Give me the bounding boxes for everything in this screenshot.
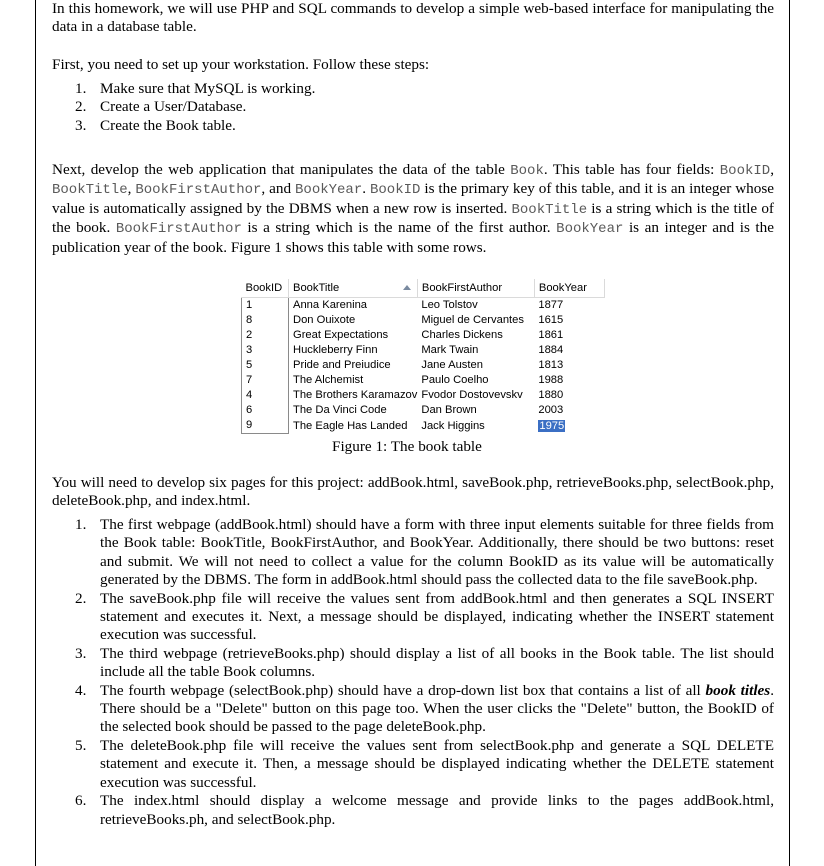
code-term: BookYear [556,221,624,238]
cell-author: Jack Higgins [421,419,485,432]
cell-author: Charles Dickens [421,329,503,342]
cell-booktitle: The Alchemist [293,374,364,387]
list-number: 4. [75,681,87,699]
list-item [52,98,315,116]
cell-booktitle: The Brothers Karamazov [293,389,418,402]
selected-cell[interactable]: 1975 [539,419,565,432]
column-header-booktitle[interactable]: BookTitle [289,279,418,298]
cell-booktitle: The Da Vinci Code [293,404,387,417]
code-term: BookID [369,182,421,199]
list-item [52,682,774,737]
cell-author: Paulo Coelho [421,374,489,387]
cell-author: Jane Austen [421,359,483,372]
table-row[interactable] [242,373,605,388]
cell-author: Miguel de Cervantes [421,314,524,327]
pages-intro-paragraph: You will need to develop six pages for this project: addBook.html, saveBook.php, retrieveBooks.php, selectBook.php, deleteBook.php, and index.html. [52,474,774,510]
cell-year: 1615 [538,314,564,327]
list-text: The index.html should display a welcome message and provide links to the pages addBook.html, retrieveBooks.ph, and selectBook.php. [100,792,774,828]
cell-booktitle: The Eagle Has Landed [293,419,408,432]
cell-bookid: 5 [242,358,289,373]
table-row[interactable] [242,343,605,358]
sort-ascending-icon [403,285,411,290]
cell-bookid: 1 [242,298,289,314]
code-term: BookYear [295,182,363,199]
list-number: 1. [75,516,87,533]
list-number: 1. [75,80,87,97]
cell-author: Fvodor Dostovevskv [421,389,523,402]
cell-bookid: 3 [242,343,289,358]
list-text: The first webpage (addBook.html) should have a form with three input elements suitable for three fields from the Book table: BookTitle, BookFirstAuthor, and BookYear. Additionally, there should be two buttons: reset and submit. We will not need to collect a value for the column BookID as its value will be automatically generated by the DBMS. The form in addBook.html should pass the collected data to the file saveBook.php. [100,516,774,589]
list-text: Make sure that MySQL is working. [100,80,316,97]
code-term: BookFirstAuthor [135,182,262,199]
cell-bookid: 6 [242,403,289,418]
cell-bookid: 9 [242,418,289,434]
cell-bookid: 7 [242,373,289,388]
list-text: The fourth webpage (selectBook.php) should have a drop-down list box that contains a list of all [100,681,706,699]
cell-year: 1813 [538,359,564,372]
cell-year: 1877 [538,299,564,312]
cell-year: 2003 [538,404,564,417]
table-header-row [242,279,605,298]
cell-bookid: 2 [242,328,289,343]
list-number: 3. [75,116,87,134]
code-term: BookFirstAuthor [115,221,242,238]
code-term: Book [510,163,544,179]
list-number: 2. [75,98,87,116]
cell-booktitle: Anna Karenina [293,299,368,312]
list-item [52,737,774,792]
list-text: . There should be a "Delete" button on this page too. When the user clicks the "Delete" button, the BookID of the selected book should be passed to the page deleteBook.php. [100,681,774,736]
table-row[interactable] [242,328,605,343]
list-item [52,590,774,645]
cell-year: 1988 [538,374,564,387]
cell-year: 1861 [538,329,564,342]
list-item [52,792,774,829]
table-row[interactable] [242,358,605,373]
cell-bookid: 4 [242,388,289,403]
cell-booktitle: Huckleberry Finn [293,344,378,357]
list-text: The deleteBook.php file will receive the values sent from selectBook.php and generate a SQL DELETE statement and execute it. Then, a message should be displayed indicating whether the DELETE statement execution was successful. [100,736,774,791]
table-row[interactable] [242,418,605,434]
list-text: Create a User/Database. [100,98,247,116]
book-table [241,279,605,434]
cell-author: Mark Twain [421,344,479,357]
table-row[interactable] [242,313,605,328]
table-row[interactable] [242,403,605,418]
list-text: The third webpage (retrieveBooks.php) should display a list of all books in the Book table. The list should include all the table Book columns. [100,644,774,681]
table-description-paragraph: Next, develop the web application that manipulates the data of the table Book. This table has four fields: BookID, BookTitle, BookFirstAuthor, and BookYear. BookID is the primary key of this table, and it is an integer whose value is automatically assigned by the DBMS when a new row is inserted. BookTitle is a string which is the title of the book. BookFirstAuthor is a string which is the name of the first author. BookYear is an integer and is the publication year of the book. Figure 1 shows this table with some rows. [52,161,775,256]
cell-bookid: 8 [242,313,289,328]
column-header-bookid[interactable]: BookID [242,279,289,298]
page-right-border [789,0,790,866]
cell-booktitle: Great Expectations [293,329,389,342]
list-text: Create the Book table. [100,116,236,134]
list-item [52,645,774,682]
table-row[interactable] [242,388,605,403]
table-row[interactable] [242,298,605,314]
column-header-bookfirstauthor[interactable]: BookFirstAuthor [417,279,534,298]
list-number: 2. [75,589,87,607]
cell-booktitle: Don Ouixote [293,314,356,327]
column-header-bookyear[interactable]: BookYear [534,279,604,298]
cell-author: Leo Tolstov [421,299,478,312]
emphasis-text: book titles [705,681,771,699]
list-item [52,80,315,98]
cell-year: 1884 [538,344,564,357]
book-table-figure [241,279,605,434]
page-left-border [35,0,36,866]
figure-caption: Figure 1: The book table [332,438,482,455]
cell-year: 1880 [538,389,564,402]
list-number: 3. [75,644,87,662]
setup-intro: First, you need to set up your workstation. Follow these steps: [52,56,430,73]
code-term: BookTitle [52,182,128,199]
cell-booktitle: Pride and Preiudice [293,359,391,372]
list-text: The saveBook.php file will receive the values sent from addBook.html and then generates a SQL INSERT statement and executes it. Next, a message should be displayed, indicating whether the INSERT statement execution was successful. [100,589,774,644]
list-item [52,117,315,135]
intro-paragraph: In this homework, we will use PHP and SQL commands to develop a simple web-based interface for manipulating the data in a database table. [52,0,774,36]
code-term: BookTitle [511,201,588,218]
code-term: BookID [719,163,771,179]
tasks-list [52,516,774,829]
setup-steps-list [52,80,315,135]
list-number: 5. [75,736,87,754]
cell-year [534,418,604,434]
cell-author: Dan Brown [421,404,477,417]
list-item [52,516,774,590]
list-number: 6. [75,792,87,810]
